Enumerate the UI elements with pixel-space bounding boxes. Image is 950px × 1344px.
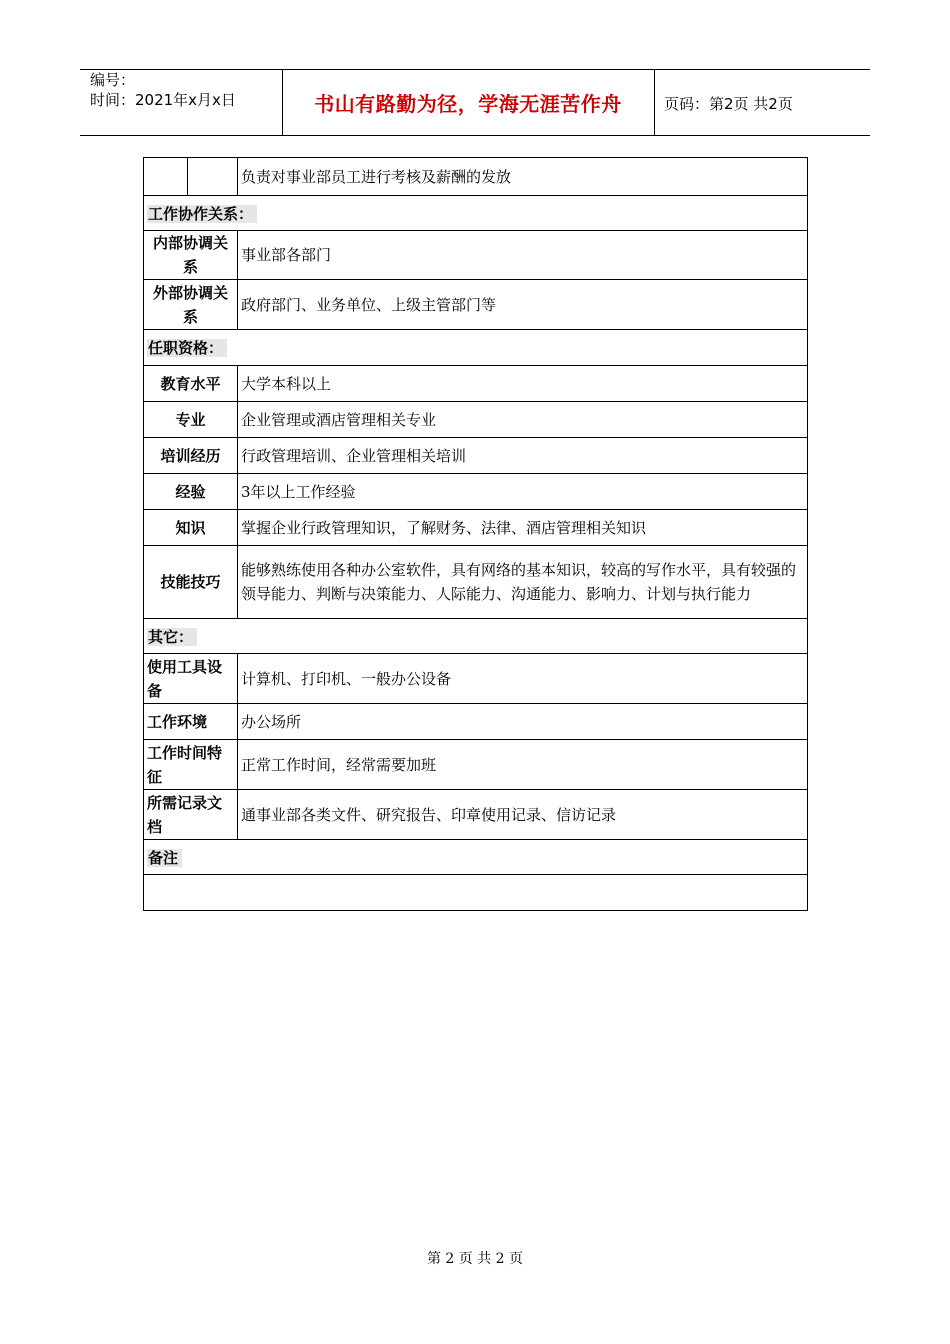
qualification-label: 专业 [144,402,238,438]
qualification-label: 培训经历 [144,438,238,474]
qualification-row [144,438,808,474]
other-value: 通事业部各类文件、研究报告、印章使用记录、信访记录 [238,790,808,840]
qualification-row [144,402,808,438]
remarks-row [144,875,808,911]
qualification-label: 知识 [144,510,238,546]
cooperation-value: 事业部各部门 [238,231,808,280]
other-row [144,704,808,740]
other-label: 工作时间特征 [144,740,238,790]
duty-value: 负责对事业部员工进行考核及薪酬的发放 [238,158,808,196]
qualification-row [144,546,808,619]
qualification-label: 技能技巧 [144,546,238,619]
cooperation-label: 外部协调关系 [144,280,238,330]
qualification-value: 企业管理或酒店管理相关专业 [238,402,808,438]
page-footer: 第 2 页 共 2 页 [426,1251,524,1267]
other-row [144,790,808,840]
cooperation-label: 内部协调关系 [144,231,238,280]
header-bottom-line [80,135,870,136]
other-label: 所需记录文档 [144,790,238,840]
header-page-number: 页码：第2页 共2页 [664,95,793,113]
qualification-row [144,510,808,546]
document-date: 时间：2021年x月x日 [90,91,236,109]
qualification-value: 掌握企业行政管理知识，了解财务、法律、酒店管理相关知识 [238,510,808,546]
other-value: 办公场所 [238,704,808,740]
other-value: 计算机、打印机、一般办公设备 [238,654,808,704]
qualification-value: 行政管理培训、企业管理相关培训 [238,438,808,474]
qualification-label: 经验 [144,474,238,510]
duty-sub-cell [188,158,238,196]
cooperation-value: 政府部门、业务单位、上级主管部门等 [238,280,808,330]
section-title-qualification: 任职资格： [147,339,227,357]
section-title-remarks: 备注 [147,849,182,867]
other-value: 正常工作时间，经常需要加班 [238,740,808,790]
other-row [144,654,808,704]
document-number: 编号： [90,71,136,89]
qualification-row [144,474,808,510]
other-label: 工作环境 [144,704,238,740]
section-title-cooperation: 工作协作关系： [147,205,257,223]
cooperation-row [144,231,808,280]
duty-index-cell [144,158,188,196]
other-row [144,740,808,790]
section-qualification [144,330,808,366]
qualification-label: 教育水平 [144,366,238,402]
job-description-table [143,157,808,911]
section-cooperation [144,196,808,231]
duty-row [144,158,808,196]
other-label: 使用工具设备 [144,654,238,704]
qualification-row [144,366,808,402]
remarks-cell [144,875,808,911]
cooperation-row [144,280,808,330]
qualification-value: 3年以上工作经验 [238,474,808,510]
header-info [90,70,236,110]
section-other [144,619,808,654]
qualification-value: 能够熟练使用各种办公室软件，具有网络的基本知识，较高的写作水平，具有较强的领导能力、判断与决策能力、人际能力、沟通能力、影响力、计划与执行能力 [238,546,808,619]
header-slogan: 书山有路勤为径，学海无涯苦作舟 [314,92,622,116]
qualification-value: 大学本科以上 [238,366,808,402]
header-divider-right [654,69,655,136]
section-remarks [144,840,808,875]
section-title-other: 其它： [147,628,197,646]
